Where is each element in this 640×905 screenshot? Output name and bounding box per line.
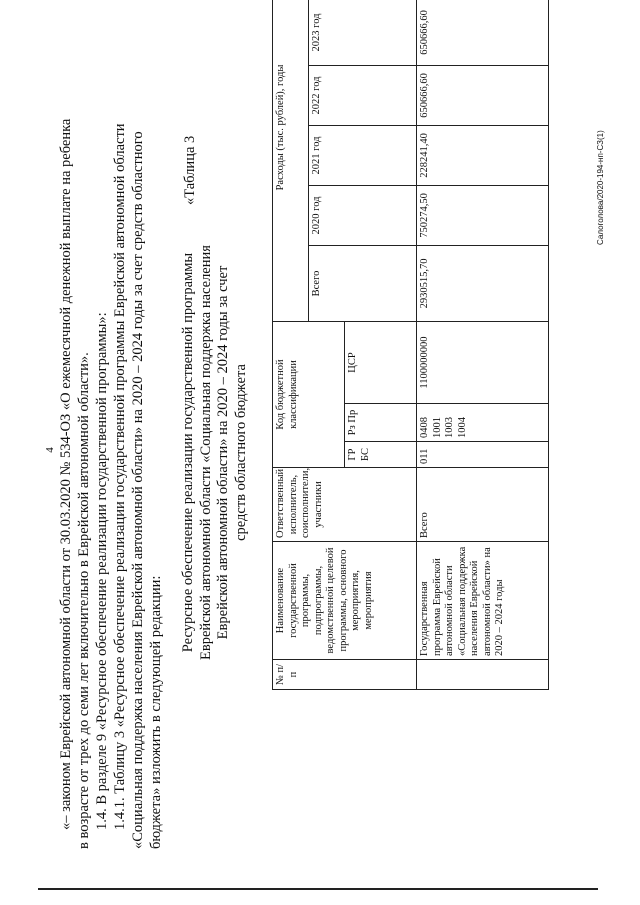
header-rzpr: Рз Пр bbox=[345, 404, 417, 442]
cell-rzpr: 0408 1001 1003 1004 bbox=[417, 404, 549, 442]
header-name: Наименование государственной программы, подпрограммы, ведомственной целевой программы, основного мероприятия, мероприятия bbox=[273, 542, 417, 660]
resource-table bbox=[272, 0, 549, 690]
header-csr: ЦСР bbox=[345, 321, 417, 403]
header-total: Всего bbox=[309, 245, 417, 321]
cell-2022: 650666,60 bbox=[417, 65, 549, 125]
cell-2023: 650666,60 bbox=[417, 0, 549, 65]
cell-executor: Всего bbox=[417, 468, 549, 542]
paragraph-line-5: «Социальная поддержка населения Еврейской автономной области» на 2020 – 2024 годы за счет средств областного bbox=[130, 131, 146, 849]
cell-num bbox=[417, 660, 549, 690]
header-year-2020: 2020 год bbox=[309, 185, 417, 245]
table-label: «Таблица 3 bbox=[182, 135, 198, 205]
caption-line-2: Еврейской автономной области «Социальная поддержка населения bbox=[197, 245, 214, 660]
paragraph-line-1: «– законом Еврейской автономной области от 30.03.2020 № 534-ОЗ «О ежемесячной денежной выплате на ребенка bbox=[58, 118, 74, 830]
caption-line-1: Ресурсное обеспечение реализации государственной программы bbox=[180, 252, 196, 653]
table-caption bbox=[180, 200, 250, 705]
caption-line-3: Еврейской автономной области» на 2020 – 2024 годы за счет bbox=[215, 265, 231, 640]
header-expenses: Расходы (тыс. рублей), годы bbox=[273, 0, 309, 321]
bottom-divider bbox=[38, 888, 598, 890]
header-executor: Ответственный исполнитель, соисполнители, участники bbox=[273, 468, 417, 542]
cell-name: Государственная программа Еврейской автономной области «Социальная поддержка населения Еврейской автономной области» на 2020 – 2024 годы bbox=[417, 542, 549, 660]
header-budget-code: Код бюджетной классификации bbox=[273, 321, 345, 467]
footer-code: Салоголова/2020-194-нп-СЗ(1) bbox=[596, 130, 605, 245]
header-num: № п/п bbox=[273, 660, 417, 690]
cell-csr: 1100000000 bbox=[417, 321, 549, 403]
cell-2021: 228241,40 bbox=[417, 125, 549, 185]
paragraph-line-6: бюджета» изложить в следующей редакции: bbox=[148, 575, 164, 849]
cell-2020: 750274,50 bbox=[417, 185, 549, 245]
page-number: 4 bbox=[44, 447, 56, 453]
paragraph-line-3: 1.4. В разделе 9 «Ресурсное обеспечение реализации государственной программы»: bbox=[94, 312, 110, 830]
table-row bbox=[417, 0, 549, 690]
paragraph-line-4: 1.4.1. Таблицу 3 «Ресурсное обеспечение реализации государственной программы Еврейской автономной области bbox=[112, 123, 128, 830]
caption-line-4: средств областного бюджета bbox=[232, 364, 249, 541]
cell-total: 2930515,70 bbox=[417, 245, 549, 321]
header-year-2021: 2021 год bbox=[309, 125, 417, 185]
header-year-2022: 2022 год bbox=[309, 65, 417, 125]
paragraph-line-2: в возрасте от трех до семи лет включительно в Еврейской автономной области». bbox=[76, 352, 92, 849]
header-grbs: ГР БС bbox=[345, 442, 417, 468]
header-year-2023: 2023 год bbox=[309, 0, 417, 65]
cell-grbs: 011 bbox=[417, 442, 549, 468]
